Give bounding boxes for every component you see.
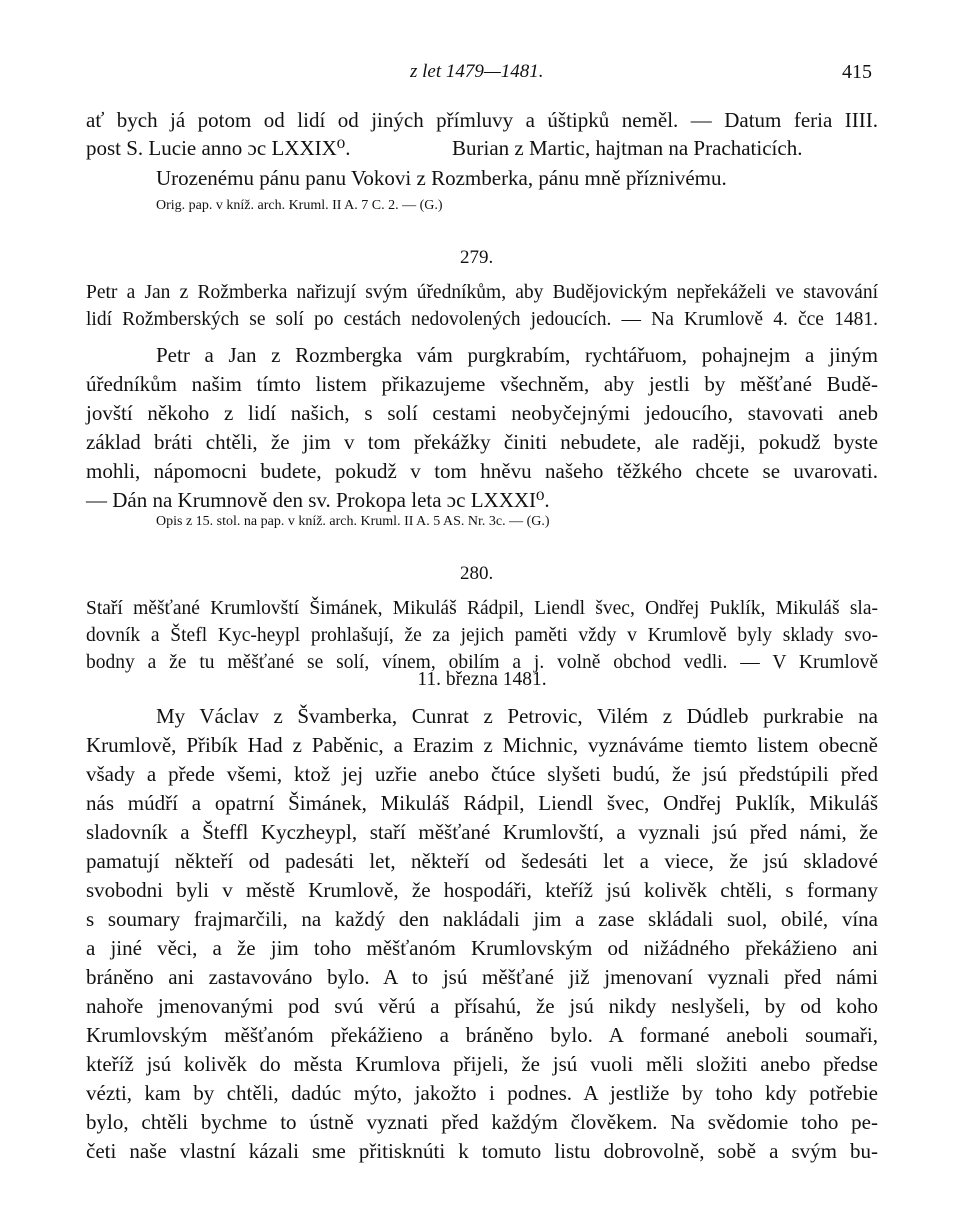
body-280-line: a jiné věci, a že jim toho měšťanóm Krumlovským od nižádného překážieno ani bbox=[86, 936, 878, 960]
regest-280-line: bodny a že tu měšťané se solí, vínem, obilím a j. volně obchod vedli. — V Krumlově bbox=[86, 652, 878, 673]
source-279: Opis z 15. stol. na pap. v kníž. arch. Kruml. II A. 5 AS. Nr. 3c. — (G.) bbox=[156, 514, 550, 529]
prev-doc-line bbox=[86, 138, 878, 159]
body-280-line: svobodni byli v městě Krumlově, že hospodáři, kteříž jsú kolivěk chtěli, s formany bbox=[86, 878, 878, 902]
body-280-line: bráněno ani zastavováno bylo. A to jsú měšťané již jmenovaní vyznali před námi bbox=[86, 965, 878, 989]
prev-doc-source: Orig. pap. v kníž. arch. Kruml. II A. 7 C. 2. — (G.) bbox=[156, 198, 443, 213]
body-280-line: s soumary frajmarčili, na každý den nakládali jim a zase skládali suol, obilé, vína bbox=[86, 907, 878, 931]
regest-279-line: lidí Rožmberských se solí po cestách nedovolených jedoucích. — Na Krumlově 4. čce 1481. bbox=[86, 309, 878, 330]
regest-280-line: 11. března 1481. bbox=[417, 669, 547, 690]
body-280-line: My Václav z Švamberka, Cunrat z Petrovic, Vilém z Dúdleb purkrabie na bbox=[156, 704, 878, 728]
page-number: 415 bbox=[842, 61, 872, 83]
body-279-line: Petr a Jan z Rozmbergka vám purgkrabím, rychtářuom, pohajnejm a jiným bbox=[156, 343, 878, 367]
body-279-line: jovští někoho z lidí našich, s solí cestami neobyčejnými jedoucího, stavovati aneb bbox=[86, 401, 878, 425]
body-280-line: vézti, kam by chtěli, dadúc mýto, jakožto i podnes. A jestliže by toho kdy potřebie bbox=[86, 1081, 878, 1105]
regest-280-line: dovník a Štefl Kyc-heypl prohlašují, že za jejich paměti vždy v Krumlově byly sklady svo- bbox=[86, 625, 878, 646]
body-280-line: nahoře jmenovanými pod svú věrú a přísahú, že jsú nikdy neslyšeli, by od koho bbox=[86, 994, 878, 1018]
prev-doc-signature: Burian z Martic, hajtman na Prachaticích. bbox=[452, 136, 803, 160]
regest-280-line: Staří měšťané Krumlovští Šimánek, Mikuláš Rádpil, Liendl švec, Ondřej Puklík, Mikuláš sla- bbox=[86, 598, 878, 619]
prev-doc-dating: post S. Lucie anno ɔc LXXIX⁰. bbox=[86, 136, 351, 160]
body-279-line: mohli, nápomocni budete, pokudž v tom hněvu našeho těžkého chcete se uvarovati. bbox=[86, 459, 878, 483]
running-title: z let 1479—1481. bbox=[410, 61, 544, 82]
document-number-280: 280. bbox=[460, 563, 494, 584]
body-280-line: všady a přede všemi, ktož jej uzřie anebo čtúce slyšeti budú, že jsú předstúpili před bbox=[86, 762, 878, 786]
body-279-line: základ bráti chtěli, že jim v tom překážky činiti nebudete, ale raději, pokudž byste bbox=[86, 430, 878, 454]
body-279-line: úředníkům našim tímto listem přikazujeme všechněm, aby jestli by měšťané Budě- bbox=[86, 372, 878, 396]
regest-279-line: Petr a Jan z Rožmberka nařizují svým úředníkům, aby Budějovickým nepřekáželi ve stavování bbox=[86, 282, 878, 303]
body-280-line: Krumlovským měšťanóm překážieno a bráněno bylo. A formané aneboli soumaři, bbox=[86, 1023, 878, 1047]
prev-doc-line: ať bych já potom od lidí od jiných přímluvy a úštipků neměl. — Datum feria IIII. bbox=[86, 108, 878, 132]
body-280-line: sladovník a Šteffl Kyczheypl, staří měšťané Krumlovští, a vyznali jsú před námi, že bbox=[86, 820, 878, 844]
prev-doc-address: Urozenému pánu panu Vokovi z Rozmberka, pánu mně příznivému. bbox=[156, 166, 727, 190]
body-280-line: pamatují někteří od padesáti let, někteří od šedesáti let a viece, že jsú skladové bbox=[86, 849, 878, 873]
body-280-line: nás múdří a opatrní Šimánek, Mikuláš Rádpil, Liendl švec, Ondřej Puklík, Mikuláš bbox=[86, 791, 878, 815]
body-280-line: kteříž jsú kolivěk do města Krumlova přijeli, že jsú vuoli měli složiti anebo předse bbox=[86, 1052, 878, 1076]
body-280-line: bylo, chtěli bychme to ústně vyznati před každým člověkem. Na svědomie toho pe- bbox=[86, 1110, 878, 1134]
body-280-line: Krumlově, Přibík Had z Paběnic, a Erazim z Michnic, vyznáváme tiemto listem obecně bbox=[86, 733, 878, 757]
body-280-line: četi naše vlastní kázali sme přitisknúti k tomuto listu dobrovolně, sobě a svým bu- bbox=[86, 1139, 878, 1163]
body-279-line: — Dán na Krumnově den sv. Prokopa leta ɔc LXXXI⁰. bbox=[86, 488, 550, 512]
document-number-279: 279. bbox=[460, 247, 494, 268]
